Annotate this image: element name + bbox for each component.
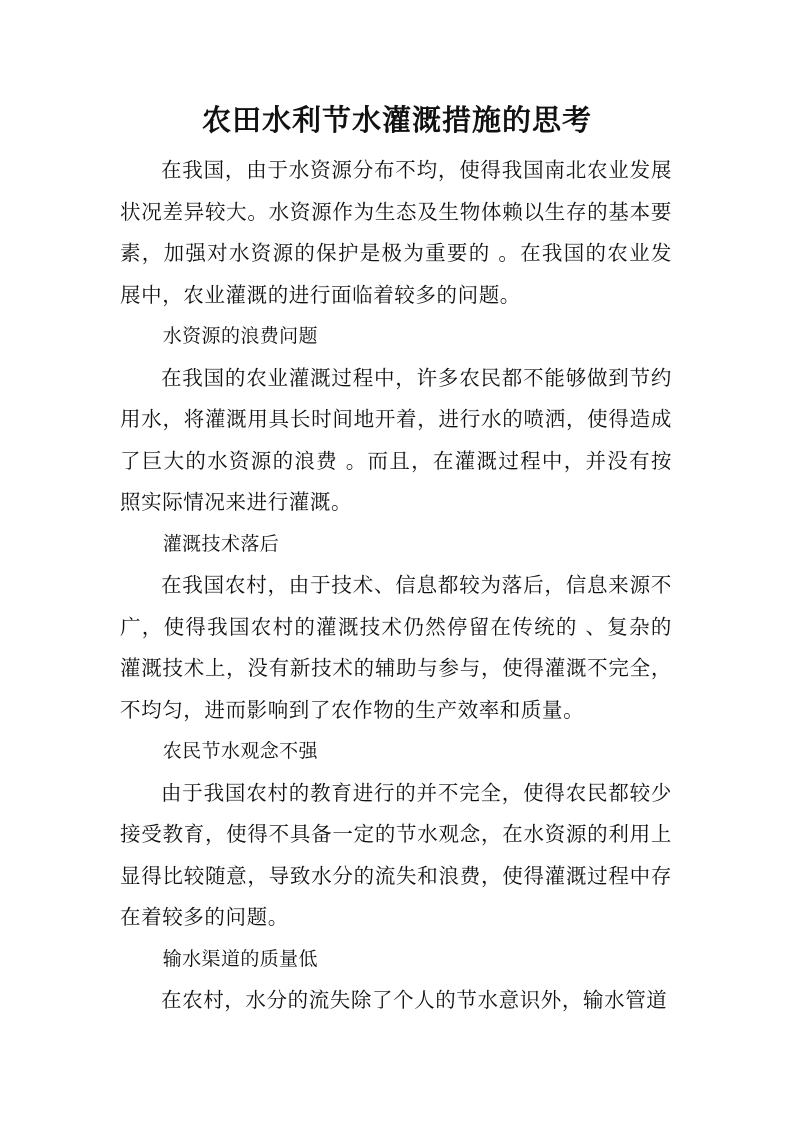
paragraph-water-saving-awareness: 由于我国农村的教育进行的并不完全，使得农民都较少接受教育，使得不具备一定的节水观念，在水资源的利用上显得比较随意，导致水分的流失和浪费，使得灌溉过程中存在着较多的问题。 [120, 780, 672, 929]
section-heading-water-waste: 水资源的浪费问题 [162, 325, 318, 347]
paragraph-irrigation-technology: 在我国农村，由于技术、信息都较为落后，信息来源不广，使得我国农村的灌溉技术仍然停留在传统的 、复杂的灌溉技术上，没有新技术的辅助与参与，使得灌溉不完全，不均匀，进而影响到了农作物的生产效率和质量。 [120, 573, 672, 722]
section-heading-water-saving-awareness: 农民节水观念不强 [162, 740, 318, 762]
document-title: 农田水利节水灌溉措施的思考 [201, 103, 592, 137]
section-heading-irrigation-technology: 灌溉技术落后 [162, 532, 280, 555]
paragraph-channel-quality: 在农村，水分的流失除了个人的节水意识外，输水管道 [161, 988, 668, 1012]
document-body [120, 150, 672, 1022]
paragraph-water-waste: 在我国的农业灌溉过程中，许多农民都不能够做到节约用水，将灌溉用具长时间地开着，进行水的喷洒，使得造成了巨大的水资源的浪费 。而且，在灌溉过程中，并没有按照实际情况来进行灌溉。 [120, 365, 672, 514]
paragraph-intro: 在我国，由于水资源分布不均，使得我国南北农业发展状况差异较大。水资源作为生态及生物体赖以生存的基本要素，加强对水资源的保护是极为重要的 。在我国的农业发展中，农业灌溉的进行面临着较多的问题。 [120, 158, 672, 307]
section-heading-channel-quality: 输水渠道的质量低 [162, 947, 318, 970]
